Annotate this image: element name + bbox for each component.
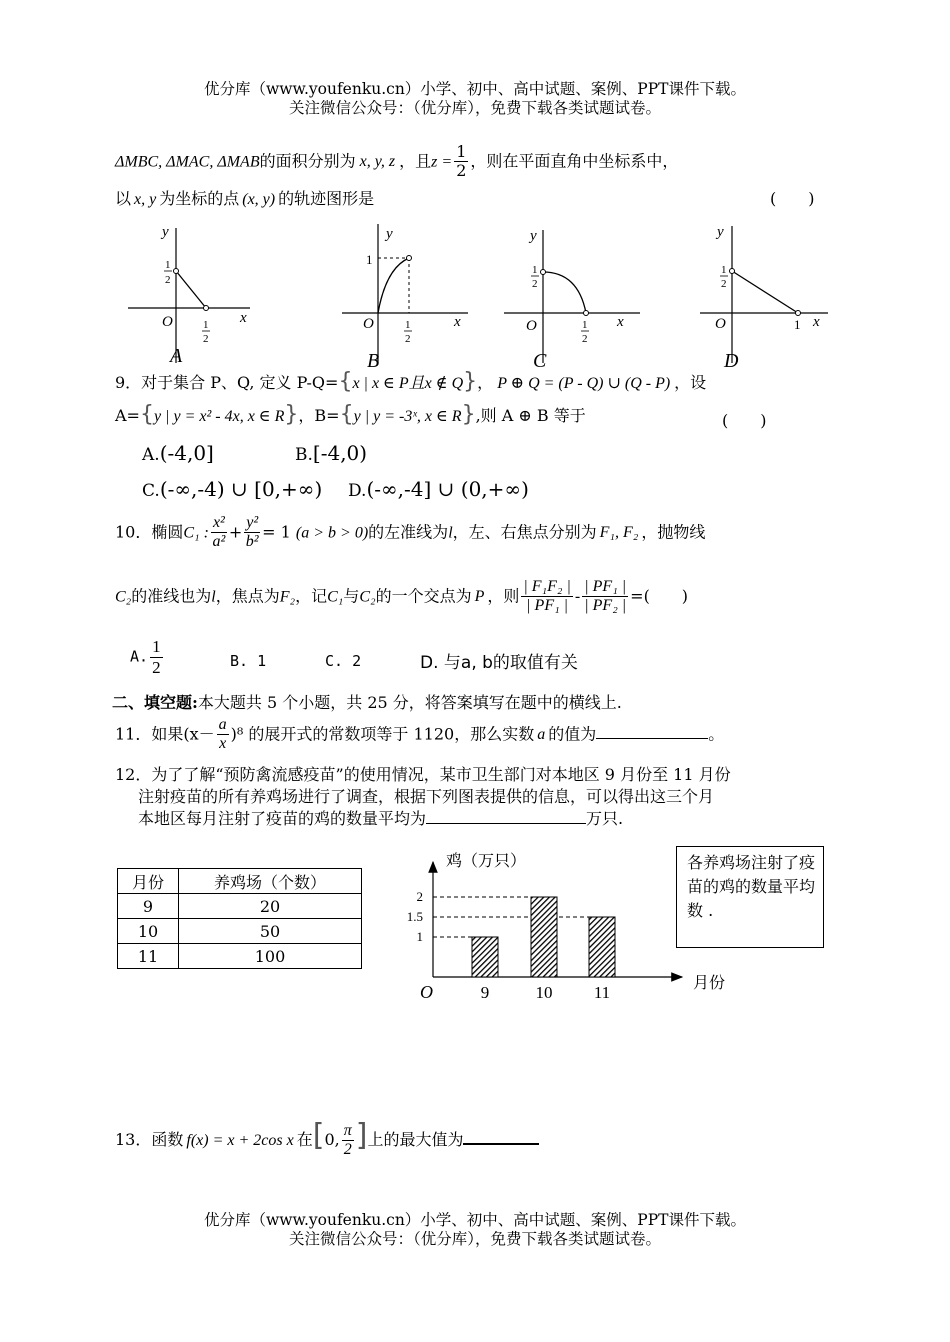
- chart-ylabel: 鸡（万只）: [446, 853, 527, 870]
- q8-answer-paren: ( ): [770, 189, 815, 208]
- q8-text1: 的面积分别为: [259, 151, 356, 171]
- q9-set-def: x | x ∈ P且x ∉ Q: [352, 375, 464, 392]
- graph-b: [342, 224, 468, 363]
- svg-text:1: 1: [165, 259, 171, 271]
- q10-option-c: C. 2: [325, 652, 362, 670]
- graph-a: [128, 224, 250, 363]
- q10-option-a: A. $\frac{1}{2}$: [130, 637, 161, 677]
- q11-answer-blank[interactable]: [596, 738, 708, 739]
- q10-line-1: 10．椭圆C₁ : $\frac{\text{x²}}{\text{a²}}$ + $\frac{\text{y²}}{\text{b²}}$ = 1 (a > b > 0)的左准线为l，左、右焦点分别为 F₁, F₂ ，抛物线: [115, 514, 706, 551]
- q9-line-1: 9．对于集合 P、Q, 定义 P-Q={x | x ∈ P且x ∉ Q}， P ⊕ Q = (P - Q) ∪ (Q - P) ，设: [115, 369, 707, 394]
- q8-half: $\frac{1}{2}$: [456, 142, 467, 181]
- q9-option-a: A.(-4,0]: [142, 441, 214, 465]
- table-header-month: 月份: [118, 869, 179, 894]
- svg-text:y: y: [162, 224, 169, 240]
- table-row: [118, 894, 362, 919]
- svg-text:O: O: [162, 314, 173, 330]
- table-cell: 9: [118, 894, 179, 919]
- svg-text:1: 1: [721, 264, 727, 276]
- table-cell: 100: [179, 944, 362, 969]
- header-line-2: 关注微信公众号：（优分库），免费下载各类试题试卷。: [288, 99, 661, 117]
- q8-graphs: [120, 218, 840, 368]
- chart-x-tick-label: 9: [480, 983, 490, 1002]
- table-header-row: [118, 869, 362, 894]
- svg-text:y: y: [717, 224, 724, 240]
- q12-line-2: 注射疫苗的所有养鸡场进行了调查，根据下列图表提供的信息，可以得出这三个月: [138, 787, 715, 806]
- graph-d: [700, 224, 828, 363]
- farm-table: [117, 868, 362, 969]
- chart-y-tick-label: 1.5: [406, 909, 423, 924]
- q8-text2: ，且: [399, 151, 432, 171]
- graph-label-c: C: [533, 350, 547, 372]
- q8-vars: x, y, z: [359, 153, 396, 171]
- svg-text:O: O: [363, 316, 374, 332]
- table-header-farms: 养鸡场（个数）: [179, 869, 362, 894]
- graph-label-d: D: [724, 350, 739, 372]
- q8-line-2: 以 x, y 为坐标的点 (x, y) 的轨迹图形是: [115, 189, 375, 208]
- graph-label-a: A: [170, 345, 183, 367]
- chart-bar-10: [531, 897, 557, 977]
- q9-answer-paren: ( ): [722, 411, 767, 430]
- section-2-heading: 二、填空题:本大题共 5 个小题，共 25 分，将答案填写在题中的横线上.: [112, 693, 622, 712]
- q8-text3: ，则在平面直角中坐标系中，: [470, 151, 679, 171]
- svg-text:y: y: [386, 226, 393, 242]
- svg-text:2: 2: [165, 274, 171, 286]
- svg-text:x: x: [240, 310, 247, 326]
- svg-text:1: 1: [366, 252, 373, 267]
- svg-text:O: O: [715, 316, 726, 332]
- graph-label-b: B: [367, 350, 380, 372]
- table-cell: 10: [118, 919, 179, 944]
- q10-option-d: D. 与a, b的取值有关: [420, 653, 578, 673]
- svg-text:2: 2: [203, 333, 209, 345]
- q9-option-c: C.(-∞,-4) ∪ [0,+∞): [142, 477, 323, 501]
- q8-triangles: ΔMBC, ΔMAC, ΔMAB: [115, 153, 260, 171]
- q8-line-1: [115, 143, 678, 181]
- footer-line-1: 优分库（www.youfenku.cn）小学、初中、高中试题、案例、PPT课件下载。: [203, 1211, 747, 1229]
- header-line-1: 优分库（www.youfenku.cn）小学、初中、高中试题、案例、PPT课件下载。: [203, 80, 747, 98]
- q10-line-2: C₂的准线也为l，焦点为F₂，记C₁与C₂的一个交点为 P ，则 $\frac{\text{| F₁F₂ |}}{\text{| PF₁ |}}$ - $\frac{\text{| PF₁ |}}{\text{| PF₂ |}}$ =( ): [115, 578, 689, 615]
- q12-line-1: 12．为了了解“预防禽流感疫苗”的使用情况，某市卫生部门对本地区 9 月份至 11 月份: [115, 765, 731, 784]
- svg-text:1: 1: [405, 319, 411, 331]
- svg-text:2: 2: [532, 278, 538, 290]
- q9-option-b: B.[-4,0): [295, 441, 368, 465]
- svg-text:2: 2: [405, 333, 411, 345]
- chart-legend-box: 各养鸡场注射了疫苗的鸡的数量平均数 .: [676, 846, 824, 948]
- q9-line-2: A={y | y = x² - 4x, x ∈ R}，B={y | y = -3ˣ, x ∈ R},则 A ⊕ B 等于: [115, 402, 586, 427]
- q12-answer-blank[interactable]: [426, 823, 586, 824]
- chart-origin: O: [420, 982, 433, 1002]
- chart-bar-11: [589, 917, 615, 977]
- svg-text:1: 1: [794, 317, 801, 332]
- q11-line: 11．如果(x－ $\frac{a}{x}$ )⁸ 的展开式的常数项等于 1120，那么实数 a 的值为 。: [115, 716, 725, 753]
- q10-option-b: B. 1: [230, 652, 267, 670]
- svg-text:y: y: [530, 228, 537, 244]
- chart-x-tick-label: 11: [593, 983, 611, 1002]
- svg-text:x: x: [813, 314, 820, 330]
- svg-text:1: 1: [582, 319, 588, 331]
- graph-c: [504, 228, 640, 363]
- table-cell: 20: [179, 894, 362, 919]
- table-row: [118, 944, 362, 969]
- chart-x-tick-label: 10: [535, 983, 553, 1002]
- svg-text:2: 2: [721, 278, 727, 290]
- q13-answer-blank[interactable]: [463, 1143, 539, 1145]
- svg-text:2: 2: [582, 333, 588, 345]
- chart-xlabel: 月份: [693, 973, 726, 992]
- q9-option-d: D.(-∞,-4] ∪ (0,+∞): [348, 477, 529, 501]
- q8-z: z =: [431, 153, 453, 171]
- table-cell: 11: [118, 944, 179, 969]
- q12-line-3: 本地区每月注射了疫苗的鸡的数量平均为 万只.: [138, 809, 624, 828]
- footer-line-2: 关注微信公众号：（优分库），免费下载各类试题试卷。: [288, 1230, 661, 1248]
- q13-line: 13．函数 f(x) = x + 2cos x 在[0, $\frac{\pi}{2}$ ]上的最大值为: [115, 1118, 539, 1159]
- table-cell: 50: [179, 919, 362, 944]
- svg-text:O: O: [526, 318, 537, 334]
- chart-y-tick-label: 2: [416, 889, 423, 904]
- chart-bar-9: [472, 937, 498, 977]
- svg-text:x: x: [454, 314, 461, 330]
- chart-y-tick-label: 1: [416, 929, 423, 944]
- svg-text:1: 1: [532, 264, 538, 276]
- svg-text:1: 1: [203, 319, 209, 331]
- table-row: [118, 919, 362, 944]
- svg-text:x: x: [617, 314, 624, 330]
